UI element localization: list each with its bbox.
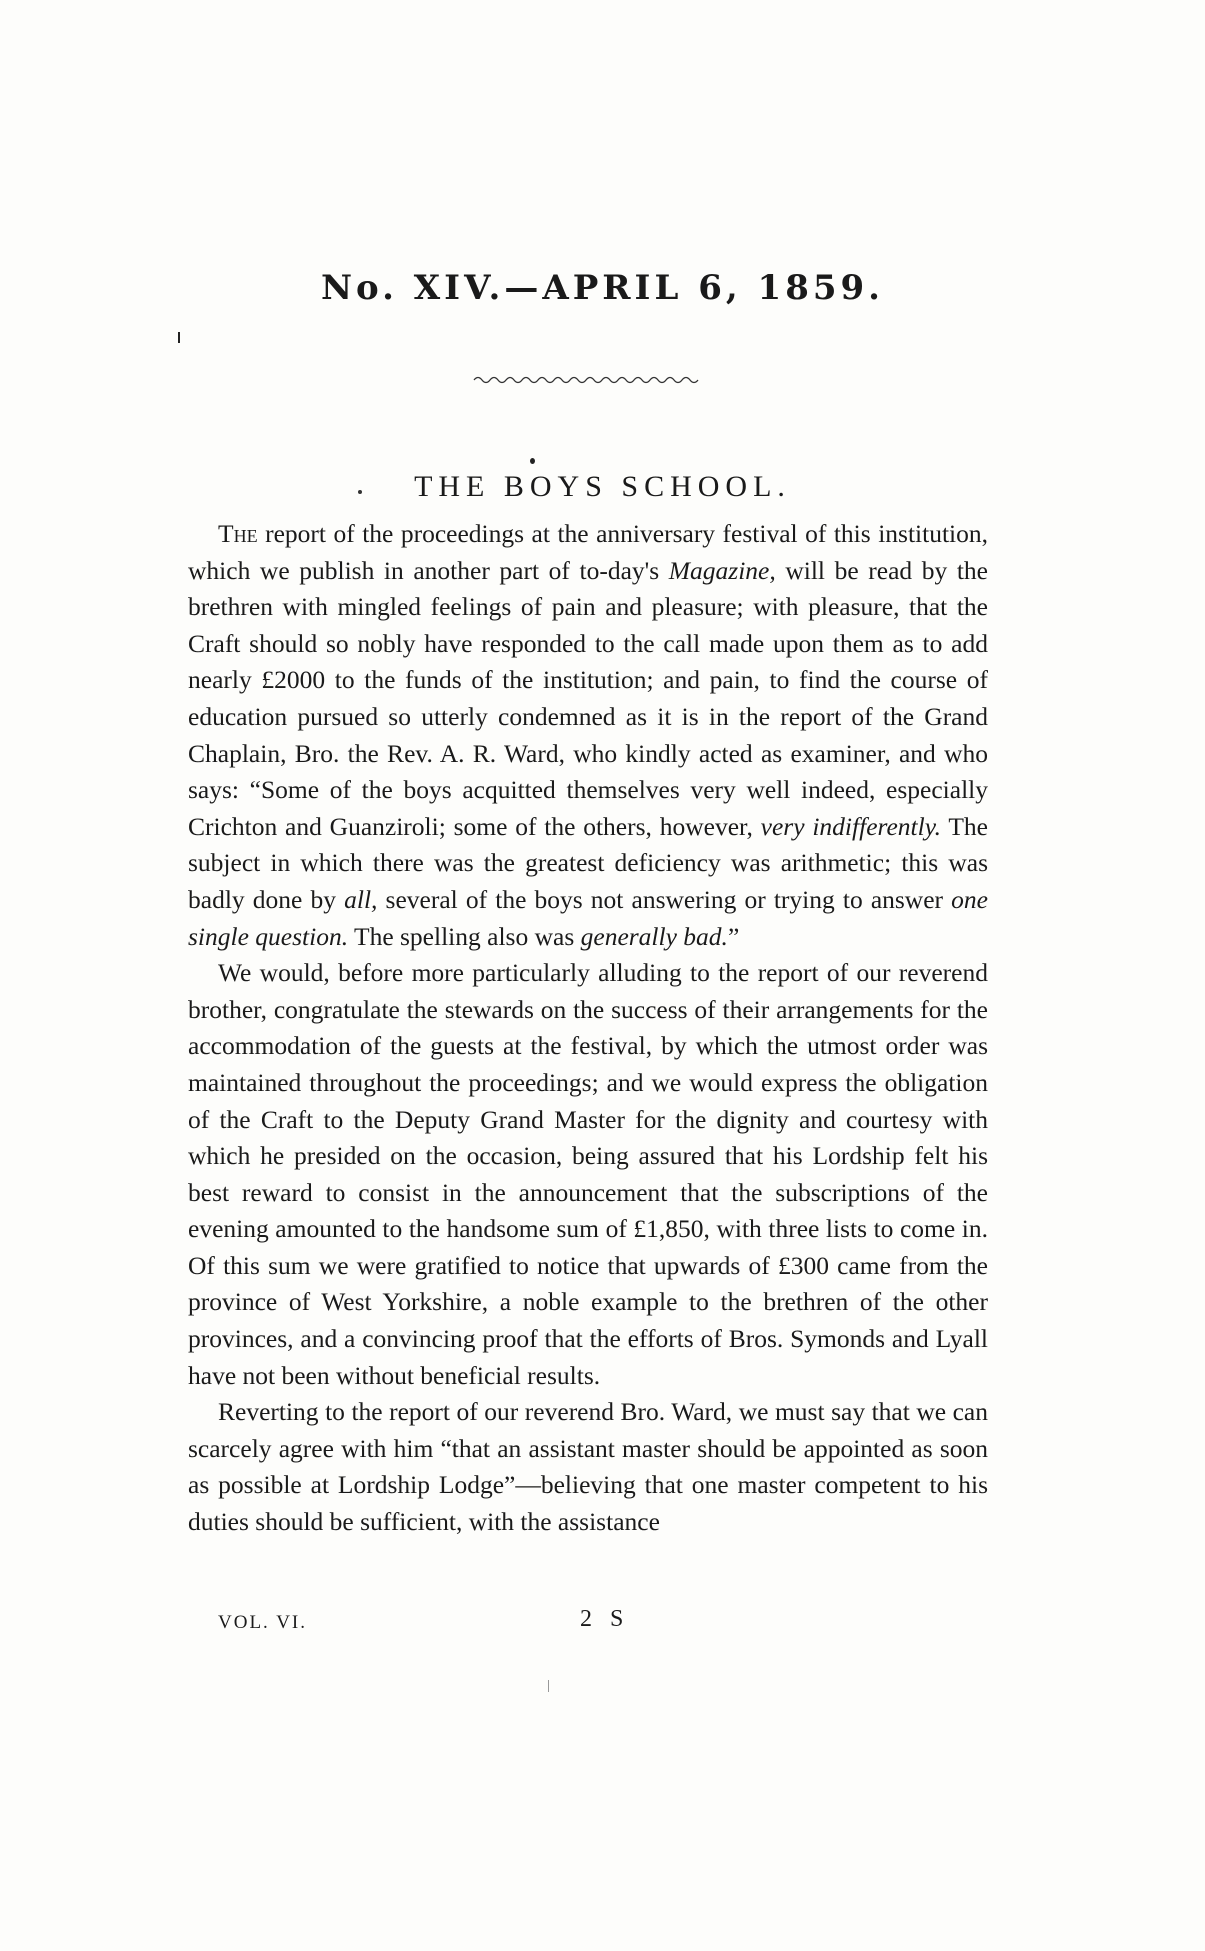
p1-italic-magazine: Magazine, — [668, 555, 776, 585]
p1-text6: ” — [727, 921, 740, 951]
p1-italic-bad: generally bad. — [580, 921, 728, 951]
article-title: THE BOYS SCHOOL. — [414, 470, 791, 503]
paragraph-2: We would, before more particularly alluding to the report of our reverend brother, congratulate the stewards on the success of their arrangements for the accommodation of the guests at the festival, by which the utmost order was maintained throughout the proceedings; and we would express the obligation of the Craft to the Deputy Grand Master for the dignity and courtesy with which he presided on the occasion, being assured that his Lordship felt his best reward to consist in the announcement that the subscriptions of the evening amounted to the handsome sum of £1,850, with three lists to come in. Of this sum we were gratified to notice that upwards of £300 came from the province of West Yorkshire, a noble example to the brethren of the other provinces, and a convincing proof that the efforts of Bros. Symonds and Lyall have not been without beneficial results. — [188, 958, 988, 1390]
paragraph-3: Reverting to the report of our reverend Bro. Ward, we must say that we can scarcely agree with him “that an assistant master should be appointed as soon as possible at Lordship Lodge”—believing that one master competent to his duties should be sufficient, with the assistance — [188, 1397, 988, 1537]
p1-italic-single: one single question. — [188, 884, 988, 951]
page-footer — [0, 1606, 1205, 1642]
p1-text: report of the proceedings at the anniversary festival of this institution, which we publish in another part of to-day's — [188, 519, 988, 585]
p1-text2: will be read by the brethren with mingled feelings of pain and pleasure; with pleasure, that the Craft should so nobly have responded to the call made upon them as to add nearly £2000 to the funds of the institution; and pain, to find the course of education pursued so utterly condemned as it is in the report of the Grand Chaplain, Bro. the Rev. A. R. Ward, who kindly acted as examiner, and who says: “Some of the boys acquitted themselves very well indeed, especially Crichton and Guanziroli; some of the others, however, — [188, 555, 988, 841]
paragraph-1 — [188, 516, 988, 955]
p1-italic-all: all, — [344, 884, 378, 914]
p1-text3: The subject in which there was the greatest deficiency was arithmetic; this was badly done by — [188, 811, 989, 914]
p1-text4: several of the boys not answering or trying to answer — [377, 884, 952, 914]
print-mark — [178, 332, 180, 343]
title-accent-dot — [530, 458, 535, 464]
p1-text5: The spelling also was — [348, 921, 581, 951]
wavy-rule-ornament — [472, 374, 702, 386]
dropword: The — [218, 519, 258, 548]
p1-italic-indifferently: very indifferently. — [760, 811, 942, 841]
article-body — [188, 516, 988, 1541]
signature-mark: 2 S — [580, 1606, 630, 1632]
bottom-mark — [548, 1680, 549, 1692]
issue-heading: No. XIV.—APRIL 6, 1859. — [320, 268, 885, 308]
volume-label: VOL. VI. — [218, 1612, 308, 1633]
